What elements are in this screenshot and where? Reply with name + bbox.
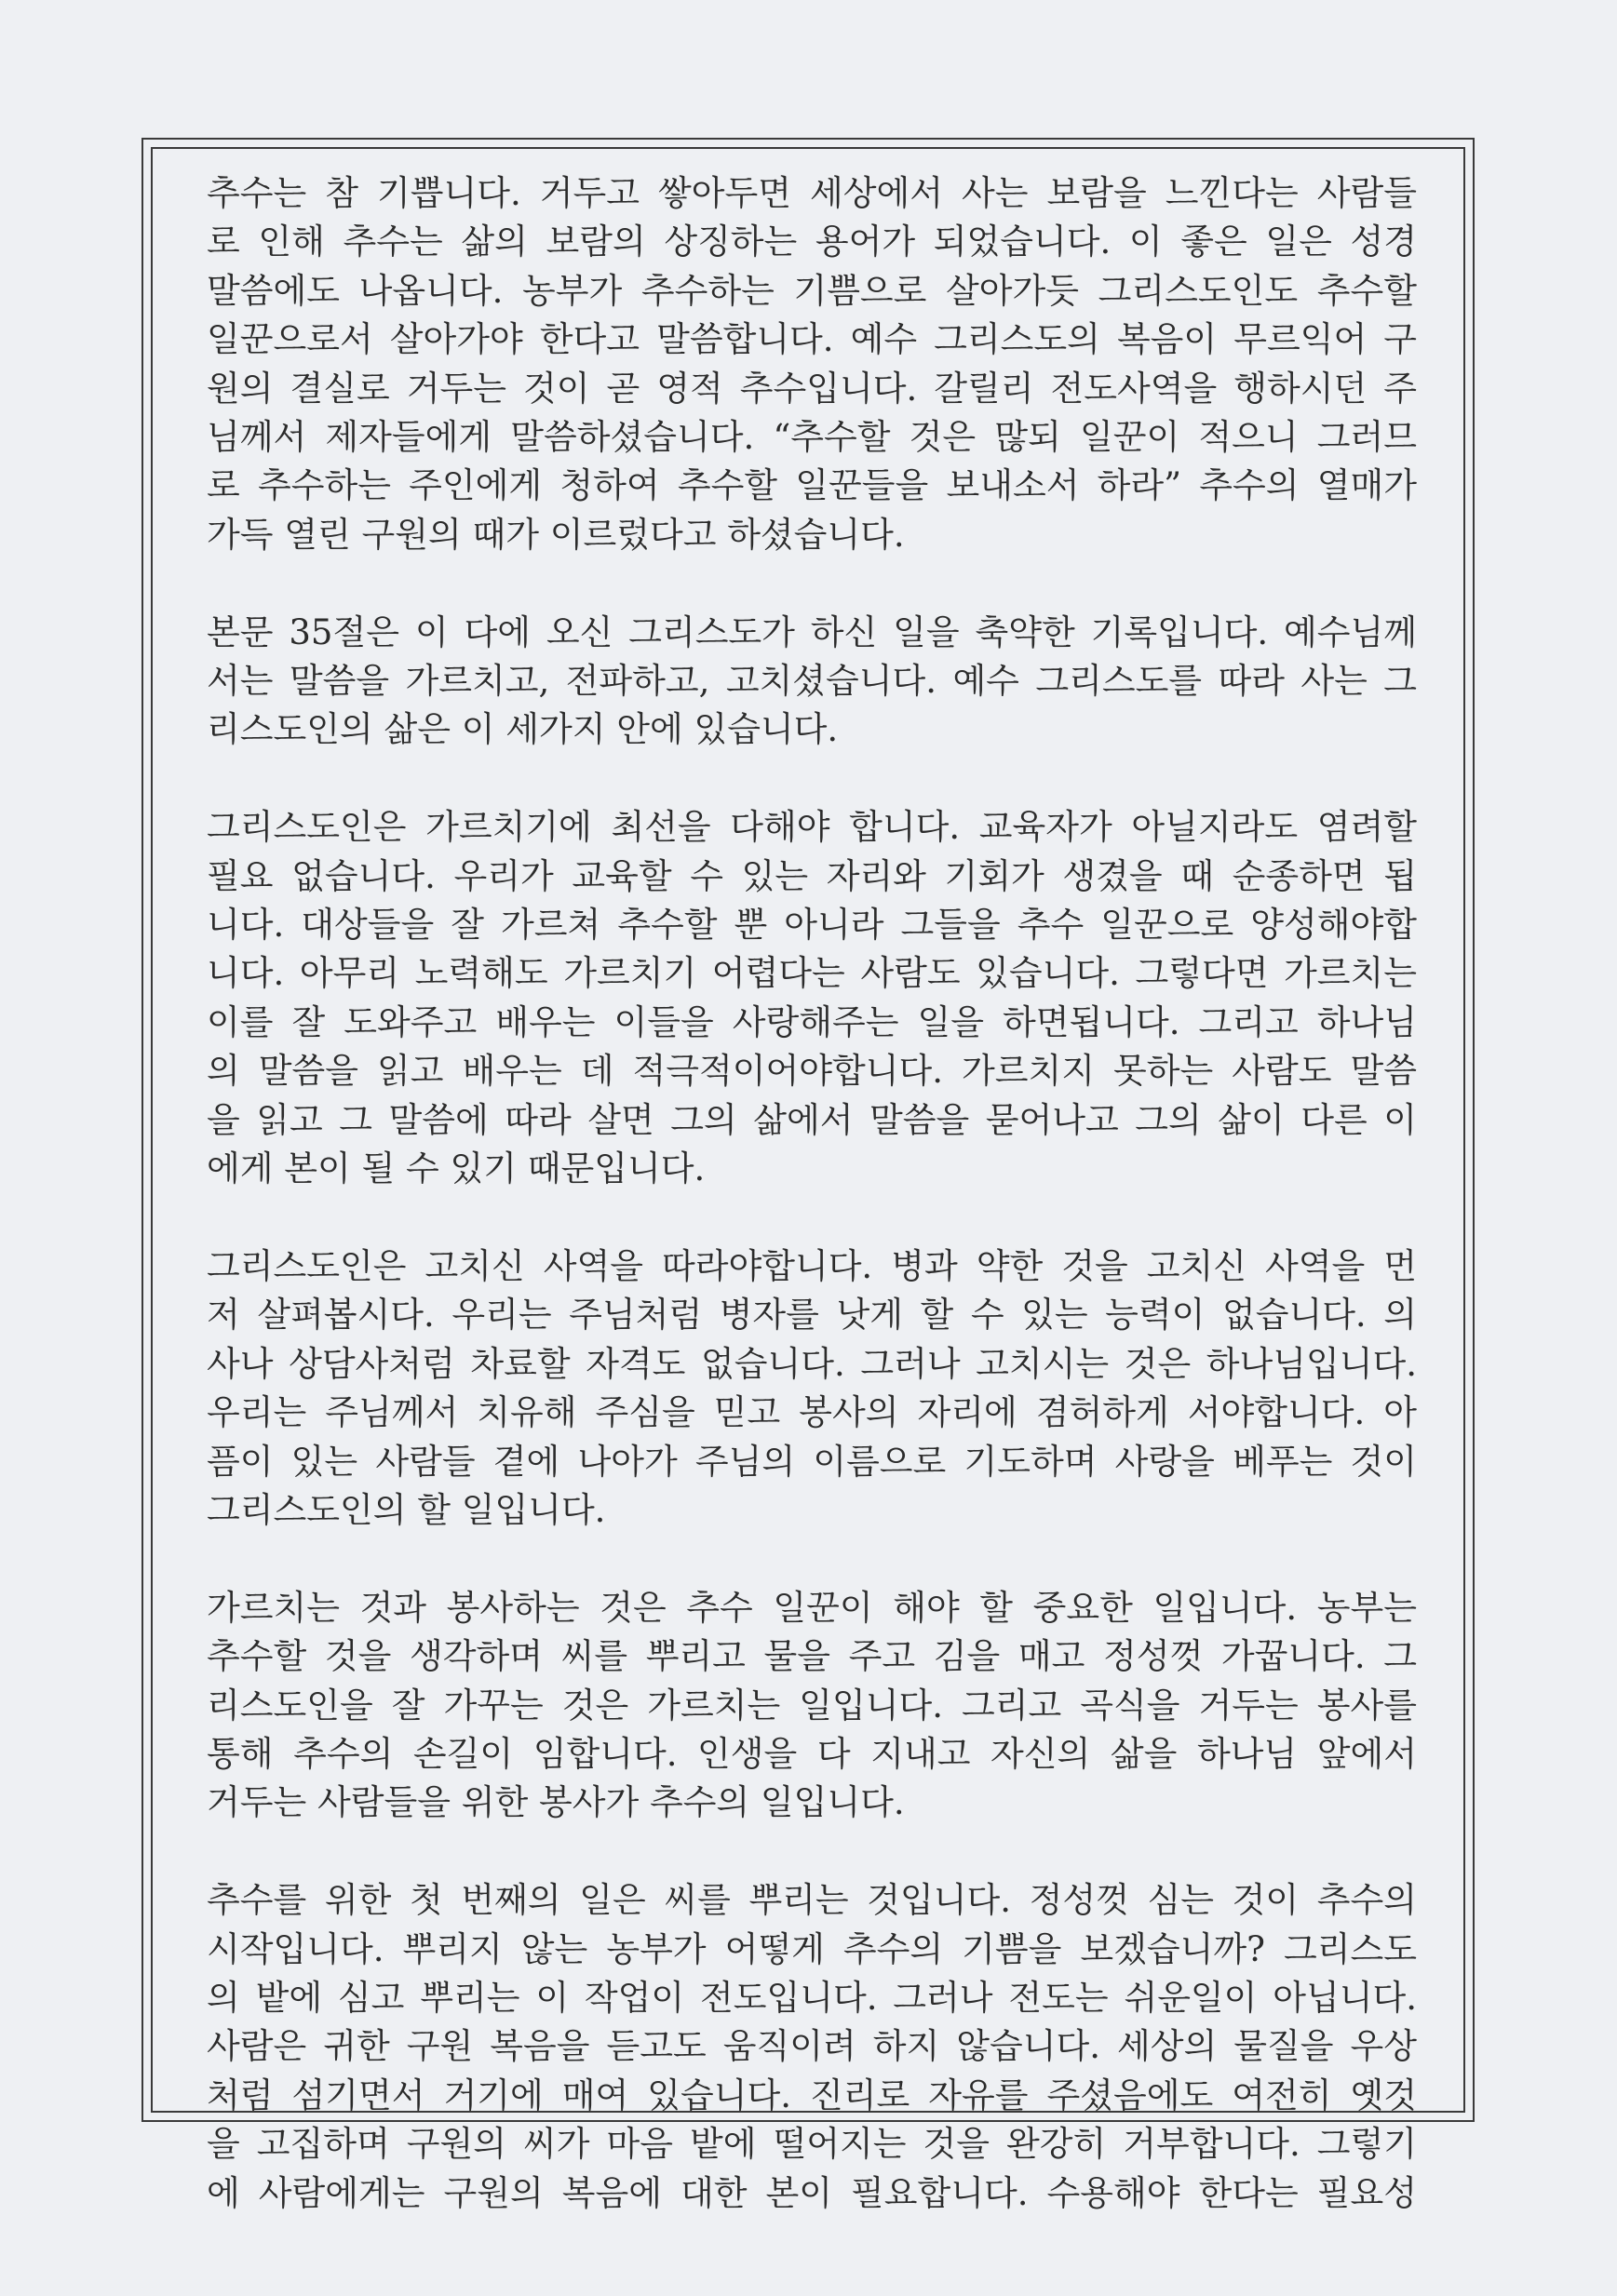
paragraph-3 [207, 803, 1417, 1193]
paragraph-4 [207, 1242, 1417, 1535]
text-line: 그리스도인의 할 일입니다. [207, 1489, 606, 1530]
text-line: 의 말씀을 읽고 배우는 데 적극적이어야합니다. 가르치지 못하는 사람도 말씀 [207, 1051, 1417, 1092]
text-line: 가득 열린 구원의 때가 이르렀다고 하셨습니다. [207, 514, 905, 555]
text-line: 원의 결실로 거두는 것이 곧 영적 추수입니다. 갈릴리 전도사역을 행하시던 주 [207, 368, 1417, 409]
text-line: 님께서 제자들에게 말씀하셨습니다. “추수할 것은 많되 일꾼이 적으니 그러므 [207, 417, 1417, 458]
paragraph-1 [207, 169, 1417, 559]
text-line: 리스도인의 삶은 이 세가지 안에 있습니다. [207, 709, 839, 750]
text-line: 필요 없습니다. 우리가 교육할 수 있는 자리와 기회가 생겼을 때 순종하면 됩 [207, 855, 1417, 896]
paragraph-6 [207, 1876, 1417, 2218]
text-line: 본문 35절은 이 다에 오신 그리스도가 하신 일을 축약한 기록입니다. 예수님께 [207, 611, 1417, 652]
text-line: 사나 상담사처럼 차료할 자격도 없습니다. 그러나 고치시는 것은 하나님입니다. [207, 1343, 1417, 1384]
text-line: 거두는 사람들을 위한 봉사가 추수의 일입니다. [207, 1782, 905, 1823]
text-line: 가르치는 것과 봉사하는 것은 추수 일꾼이 해야 할 중요한 일입니다. 농부는 [207, 1587, 1417, 1628]
text-line: 의 밭에 심고 뿌리는 이 작업이 전도입니다. 그러나 전도는 쉬운일이 아닙니다. [207, 1977, 1417, 2018]
text-line: 니다. 아무리 노력해도 가르치기 어렵다는 사람도 있습니다. 그렇다면 가르치는 [207, 953, 1417, 994]
text-line: 추수는 참 기쁩니다. 거두고 쌓아두면 세상에서 사는 보람을 느낀다는 사람들 [207, 173, 1417, 213]
text-line: 사람은 귀한 구원 복음을 듣고도 움직이려 하지 않습니다. 세상의 물질을 우상 [207, 2026, 1417, 2067]
text-line: 이를 잘 도와주고 배우는 이들을 사랑해주는 일을 하면됩니다. 그리고 하나님 [207, 1001, 1417, 1042]
text-line: 그리스도인은 고치신 사역을 따라야합니다. 병과 약한 것을 고치신 사역을 먼 [207, 1245, 1417, 1286]
text-line: 그리스도인은 가르치기에 최선을 다해야 합니다. 교육자가 아닐지라도 염려할 [207, 807, 1417, 848]
text-line: 시작입니다. 뿌리지 않는 농부가 어떻게 추수의 기쁨을 보겠습니까? 그리스도 [207, 1928, 1417, 1969]
text-line: 말씀에도 나옵니다. 농부가 추수하는 기쁨으로 살아가듯 그리스도인도 추수할 [207, 270, 1417, 311]
text-line: 을 읽고 그 말씀에 따라 살면 그의 삶에서 말씀을 묻어나고 그의 삶이 다른 이 [207, 1099, 1417, 1140]
text-line: 픔이 있는 사람들 곁에 나아가 주님의 이름으로 기도하며 사랑을 베푸는 것이 [207, 1441, 1417, 1482]
text-line: 추수할 것을 생각하며 씨를 뿌리고 물을 주고 김을 매고 정성껏 가꿉니다. 그 [207, 1636, 1417, 1677]
document-body [207, 169, 1417, 2218]
text-line: 일꾼으로서 살아가야 한다고 말씀합니다. 예수 그리스도의 복음이 무르익어 구 [207, 319, 1417, 360]
paragraph-5 [207, 1584, 1417, 1828]
text-line: 로 추수하는 주인에게 청하여 추수할 일꾼들을 보내소서 하라” 추수의 열매가 [207, 465, 1417, 506]
text-line: 우리는 주님께서 치유해 주심을 믿고 봉사의 자리에 겸허하게 서야합니다. 아 [207, 1392, 1417, 1433]
text-line: 니다. 대상들을 잘 가르쳐 추수할 뿐 아니라 그들을 추수 일꾼으로 양성해야합 [207, 905, 1417, 946]
text-line: 추수를 위한 첫 번째의 일은 씨를 뿌리는 것입니다. 정성껏 심는 것이 추수의 [207, 1880, 1417, 1921]
text-line: 리스도인을 잘 가꾸는 것은 가르치는 일입니다. 그리고 곡식을 거두는 봉사를 [207, 1685, 1417, 1725]
text-line: 저 살펴봅시다. 우리는 주님처럼 병자를 낫게 할 수 있는 능력이 없습니다. 의 [207, 1295, 1417, 1336]
paragraph-2 [207, 609, 1417, 755]
text-line: 서는 말씀을 가르치고, 전파하고, 고치셨습니다. 예수 그리스도를 따라 사는 그 [207, 661, 1417, 702]
text-line: 에 사람에게는 구원의 복음에 대한 본이 필요합니다. 수용해야 한다는 필요성 [207, 2172, 1417, 2213]
text-line: 통해 추수의 손길이 임합니다. 인생을 다 지내고 자신의 삶을 하나님 앞에서 [207, 1733, 1417, 1774]
text-line: 로 인해 추수는 삶의 보람의 상징하는 용어가 되었습니다. 이 좋은 일은 성경 [207, 222, 1417, 262]
text-line: 에게 본이 될 수 있기 때문입니다. [207, 1148, 706, 1189]
text-line: 을 고집하며 구원의 씨가 마음 밭에 떨어지는 것을 완강히 거부합니다. 그렇기 [207, 2124, 1417, 2165]
text-line: 처럼 섬기면서 거기에 매여 있습니다. 진리로 자유를 주셨음에도 여전히 옛것 [207, 2074, 1417, 2115]
